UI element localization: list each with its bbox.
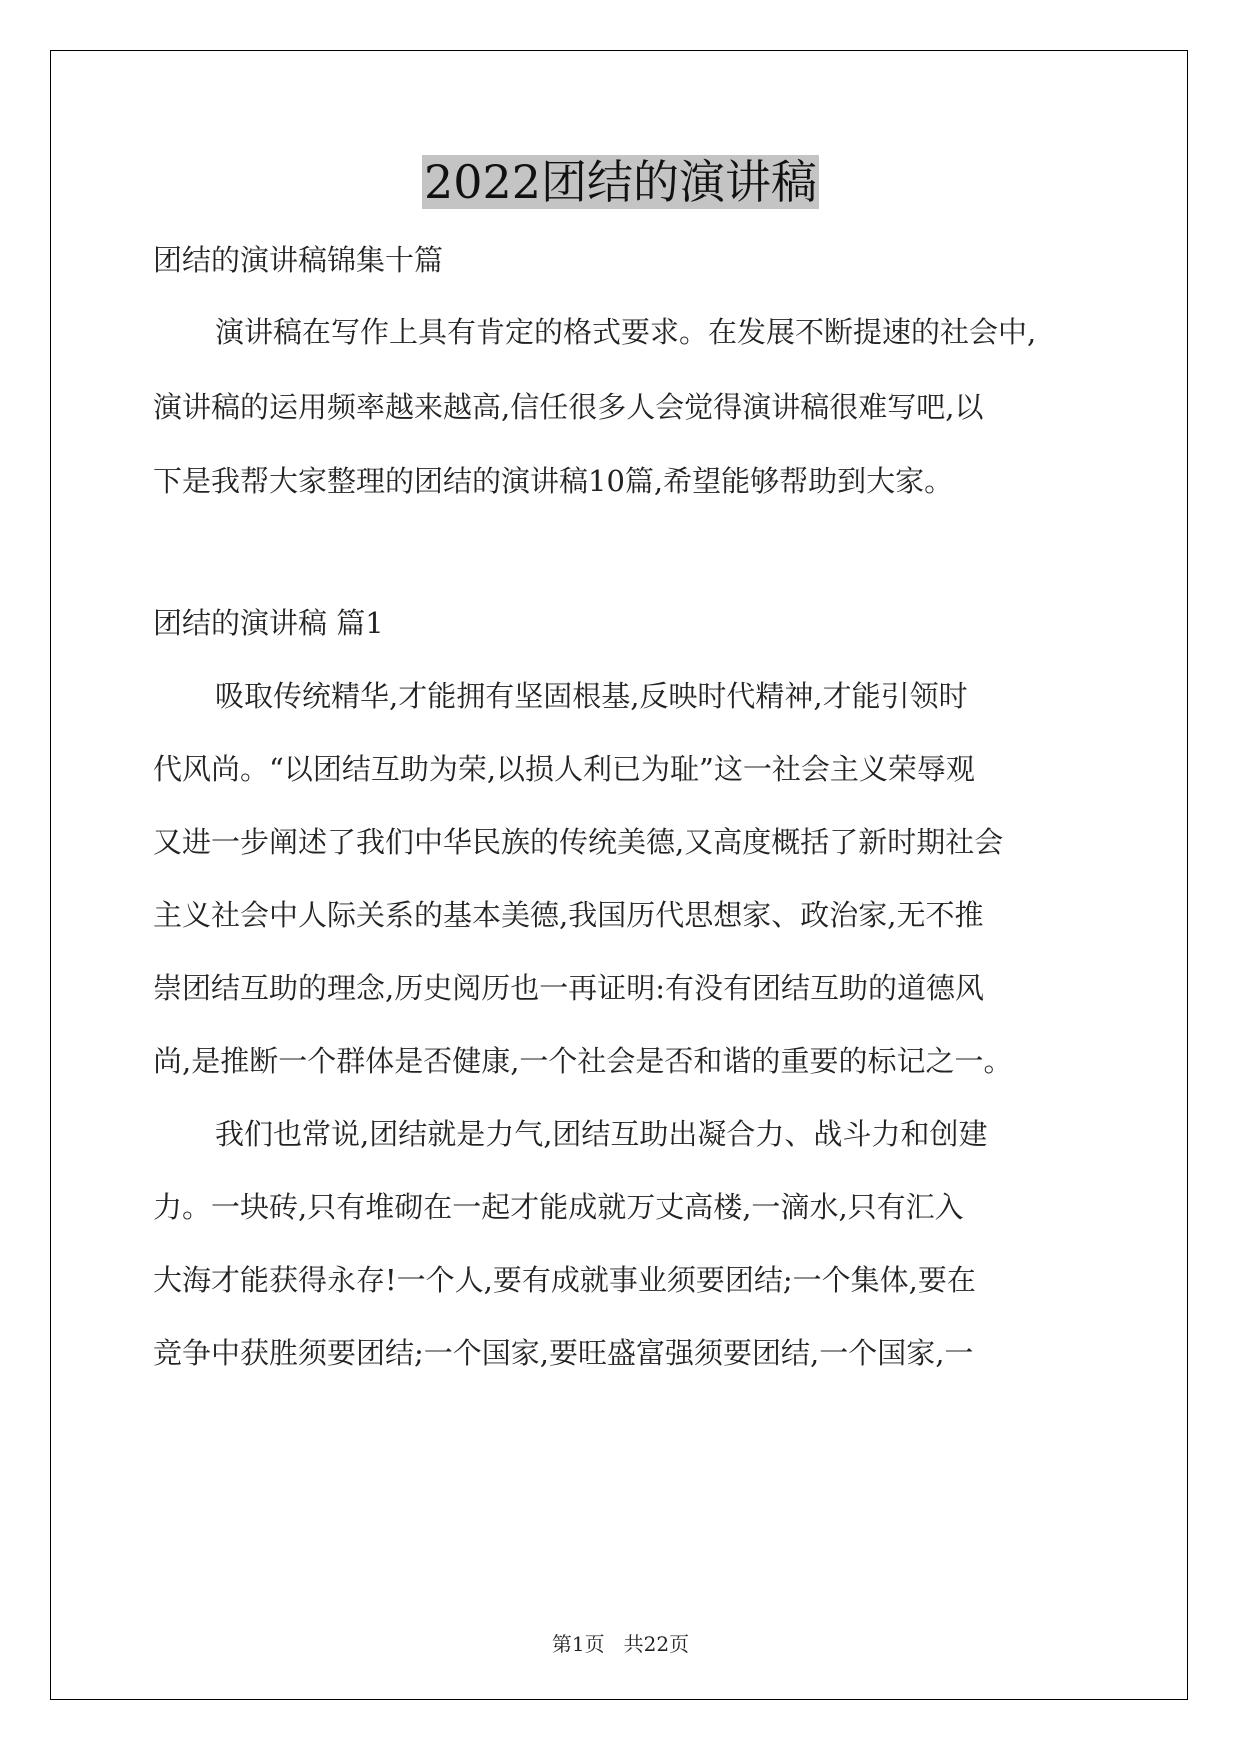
paragraph-line: 主义社会中人际关系的基本美德,我国历代思想家、政治家,无不推 <box>153 898 984 932</box>
paragraph-line: 我们也常说,团结就是力气,团结互助出凝合力、战斗力和创建 <box>215 1117 988 1151</box>
paragraph-line: 大海才能获得永存!一个人,要有成就事业须要团结;一个集体,要在 <box>153 1263 976 1297</box>
intro-line: 演讲稿的运用频率越来越高,信任很多人会觉得演讲稿很难写吧,以 <box>153 390 984 424</box>
paragraph-line: 尚,是推断一个群体是否健康,一个社会是否和谐的重要的标记之一。 <box>153 1044 1013 1078</box>
paragraph-line: 力。一块砖,只有堆砌在一起才能成就万丈高楼,一滴水,只有汇入 <box>153 1190 964 1224</box>
paragraph-line: 代风尚。“以团结互助为荣,以损人利已为耻”这一社会主义荣辱观 <box>153 752 975 786</box>
paragraph-line: 竞争中获胜须要团结;一个国家,要旺盛富强须要团结,一个国家,一 <box>153 1336 974 1370</box>
document-title-text: 2022团结的演讲稿 <box>423 155 818 209</box>
subtitle: 团结的演讲稿锦集十篇 <box>153 243 444 277</box>
section-heading: 团结的演讲稿 篇1 <box>153 606 384 640</box>
page-footer: 第1页 共22页 <box>551 1632 690 1656</box>
intro-line: 下是我帮大家整理的团结的演讲稿10篇,希望能够帮助到大家。 <box>153 464 954 498</box>
paragraph-line: 崇团结互助的理念,历史阅历也一再证明:有没有团结互助的道德风 <box>153 971 984 1005</box>
paragraph-line: 又进一步阐述了我们中华民族的传统美德,又高度概括了新时期社会 <box>153 825 1004 859</box>
paragraph-line: 吸取传统精华,才能拥有坚固根基,反映时代精神,才能引领时 <box>215 679 968 713</box>
document-title <box>0 150 1241 214</box>
intro-line: 演讲稿在写作上具有肯定的格式要求。在发展不断提速的社会中, <box>215 315 1037 349</box>
page-border <box>50 50 1188 1700</box>
